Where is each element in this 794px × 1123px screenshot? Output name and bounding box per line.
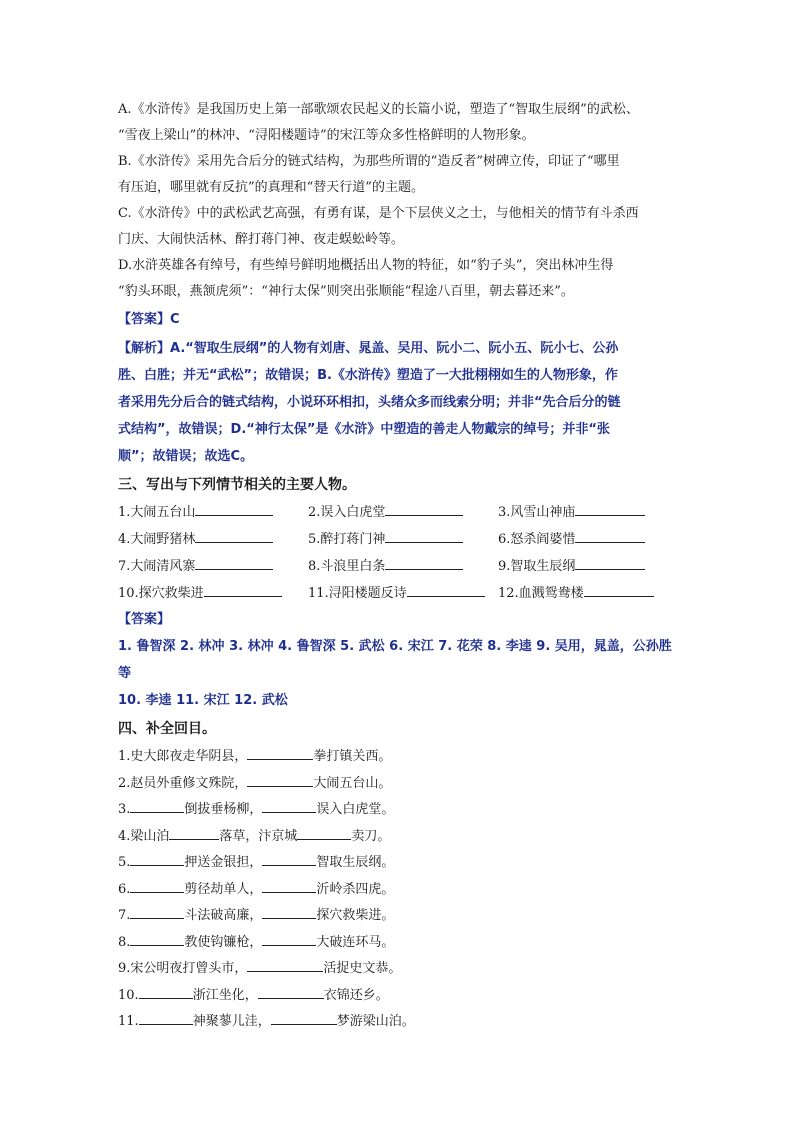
section3-answer xyxy=(118,606,678,714)
item-suffix: 沂岭杀四虎。 xyxy=(316,881,395,897)
answer-blank[interactable] xyxy=(575,501,645,516)
answer-label: 【答案】 xyxy=(118,312,171,327)
chapter-title-item xyxy=(118,903,678,930)
chapter-title-item xyxy=(118,824,678,851)
item-middle: 神聚蓼儿洼， xyxy=(192,1014,271,1029)
answer-blank[interactable] xyxy=(195,501,273,516)
option-d-line2: “豹头环眼，燕颔虎须”：“神行太保”则突出张顺能“程途八百里，朝去暮还来”。 xyxy=(118,284,574,299)
answer-value: C xyxy=(170,312,180,327)
document-page xyxy=(118,98,678,1036)
item-suffix: 误入白虎堂。 xyxy=(316,802,395,817)
plot-item-label: 12.血溅鸳鸯楼 xyxy=(498,586,584,601)
answer-blank[interactable] xyxy=(407,582,485,597)
plot-item xyxy=(498,527,678,552)
item-prefix: 3. xyxy=(118,802,131,817)
item-prefix: 11. xyxy=(118,1014,139,1029)
plot-item-label: 9.智取生辰纲 xyxy=(498,559,576,574)
chapter-title-item xyxy=(118,850,678,877)
answer-blank[interactable] xyxy=(385,555,463,570)
item-prefix: 7. xyxy=(118,908,131,923)
analysis-block xyxy=(118,335,678,470)
item-suffix: 拳打镇关西。 xyxy=(313,749,392,764)
item-prefix: 4.梁山泊 xyxy=(118,828,170,844)
item-prefix: 5. xyxy=(118,855,131,870)
plot-item-label: 3.风雪山神庙 xyxy=(498,505,576,520)
item-middle: 剪径劫单人， xyxy=(184,881,263,897)
chapter-title-item xyxy=(118,877,678,904)
answer-blank[interactable] xyxy=(271,1010,337,1025)
option-d-line1: D.水浒英雄各有绰号，有些绰号鲜明地概括出人物的特征，如“豹子头”，突出林冲生得 xyxy=(118,258,614,273)
analysis-label: 【解析】 xyxy=(118,341,171,356)
option-a-line1: A.《水浒传》是我国历史上第一部歌颂农民起义的长篇小说，塑造了“智取生辰纲”的武松、 xyxy=(118,102,639,117)
answer-blank[interactable] xyxy=(584,582,654,597)
item-prefix: 6. xyxy=(118,881,131,897)
answer-blank[interactable] xyxy=(139,984,193,999)
item-suffix: 卖刀。 xyxy=(351,828,391,844)
section3-answer-line2: 10. 李逵 11. 宋江 12. 武松 xyxy=(118,693,288,708)
section3-title: 三、写出与下列情节相关的主要人物。 xyxy=(118,477,356,493)
item-suffix: 探穴救柴进。 xyxy=(316,908,395,923)
answer-blank[interactable] xyxy=(262,931,316,946)
plot-item-label: 7.大闹清风寨 xyxy=(118,559,196,574)
option-a-line2: “雪夜上梁山”的林冲、“浔阳楼题诗”的宋江等众多性格鲜明的人物形象。 xyxy=(118,128,535,143)
item-middle: 倒拔垂杨柳， xyxy=(184,802,263,817)
answer-blank[interactable] xyxy=(385,501,463,516)
plot-item-label: 8.斗浪里白条 xyxy=(308,559,386,574)
analysis-line1 xyxy=(118,335,678,362)
answer-blank[interactable] xyxy=(575,528,645,543)
answer-blank[interactable] xyxy=(247,745,313,760)
option-c-line2: 门庆、大闹快活林、醉打蒋门神、夜走蜈蚣岭等。 xyxy=(118,232,405,247)
answer-blank[interactable] xyxy=(385,528,463,543)
item-middle: 斗法破高廉， xyxy=(184,908,263,923)
answer-blank[interactable] xyxy=(262,904,316,919)
item-prefix: 8. xyxy=(118,934,131,950)
option-c-line1: C.《水浒传》中的武松武艺高强，有勇有谋，是个下层侠义之士，与他相关的情节有斗杀西 xyxy=(118,206,639,221)
item-prefix: 1.史大郎夜走华阴县， xyxy=(118,749,248,764)
item-suffix: 活捉史文恭。 xyxy=(323,961,402,976)
answer-blank[interactable] xyxy=(195,528,273,543)
plot-item xyxy=(118,581,308,606)
section4-items xyxy=(118,744,678,1036)
answer-blank[interactable] xyxy=(247,772,313,787)
analysis-line3: 者采用先分后合的链式结构，小说环环相扣，头绪众多而线索分明；并非“先合后分的链 xyxy=(118,395,621,410)
answer-blank[interactable] xyxy=(139,1010,193,1025)
plot-item-label: 1.大闹五台山 xyxy=(118,505,196,520)
item-prefix: 10. xyxy=(118,987,139,1003)
plot-item xyxy=(118,500,308,525)
answer-blank[interactable] xyxy=(297,825,351,840)
item-middle: 押送金银担， xyxy=(184,855,263,870)
section3-answer-line1: 1. 鲁智深 2. 林冲 3. 林冲 4. 鲁智深 5. 武松 6. 宋江 7. 花荣 8. 李逵 9. 吴用，晁盖，公孙胜等 xyxy=(118,639,672,681)
section3-answer-label: 【答案】 xyxy=(118,612,171,627)
item-prefix: 2.赵员外重修文殊院， xyxy=(118,775,248,791)
chapter-title-item xyxy=(118,930,678,957)
plot-item-label: 5.醉打蒋门神 xyxy=(308,532,386,547)
plot-item xyxy=(118,527,308,552)
answer-blank[interactable] xyxy=(258,984,324,999)
plot-item xyxy=(498,500,678,525)
plot-item xyxy=(308,527,498,552)
chapter-title-item xyxy=(118,983,678,1010)
plot-item-label: 4.大闹野猪林 xyxy=(118,532,196,547)
item-prefix: 9.宋公明夜打曾头市， xyxy=(118,961,248,976)
answer-blank[interactable] xyxy=(130,931,184,946)
section3-items xyxy=(118,500,678,606)
item-middle: 落草，汴京城 xyxy=(219,828,298,844)
answer-blank[interactable] xyxy=(130,851,184,866)
plot-item-label: 6.怒杀阎婆惜 xyxy=(498,532,576,547)
analysis-line5: 顺”；故错误；故选C。 xyxy=(118,449,254,464)
item-suffix: 衣锦还乡。 xyxy=(323,987,389,1003)
section4-title: 四、补全回目。 xyxy=(118,721,216,737)
answer-blank[interactable] xyxy=(575,555,645,570)
chapter-title-item xyxy=(118,1009,678,1036)
answer-blank[interactable] xyxy=(204,582,282,597)
chapter-title-item xyxy=(118,797,678,824)
chapter-title-item xyxy=(118,744,678,771)
plot-item xyxy=(118,554,308,579)
answer-blank[interactable] xyxy=(262,798,316,813)
item-suffix: 梦游梁山泊。 xyxy=(336,1014,415,1029)
answer-blank[interactable] xyxy=(130,904,184,919)
answer-blank[interactable] xyxy=(262,878,316,893)
plot-item xyxy=(498,581,678,606)
plot-item xyxy=(498,554,678,579)
plot-item-label: 10.探穴救柴进 xyxy=(118,586,204,601)
answer-blank[interactable] xyxy=(262,851,316,866)
option-b-line2: 有压迫，哪里就有反抗”的真理和“替天行道”的主题。 xyxy=(118,180,424,195)
plot-item xyxy=(308,554,498,579)
chapter-title-item xyxy=(118,956,678,983)
item-middle: 教使钩镰枪， xyxy=(184,934,263,950)
answer-blank[interactable] xyxy=(169,825,219,840)
analysis-text-1: A.“智取生辰纲”的人物有刘唐、晁盖、吴用、阮小二、阮小五、阮小七、公孙 xyxy=(170,341,619,356)
plot-item-label: 2.误入白虎堂 xyxy=(308,505,386,520)
item-middle: 浙江坐化， xyxy=(192,987,258,1003)
analysis-line2: 胜、白胜；并无“武松”；故错误；B.《水浒传》塑造了一大批栩栩如生的人物形象，作 xyxy=(118,368,618,383)
plot-item xyxy=(308,581,498,606)
answer-blank[interactable] xyxy=(247,957,323,972)
option-b-line1: B.《水浒传》采用先合后分的链式结构，为那些所谓的“造反者”树碑立传，印证了“哪里 xyxy=(118,154,620,169)
plot-item xyxy=(308,500,498,525)
analysis-line4: 式结构”，故错误；D.“神行太保”是《水浒》中塑造的善走人物戴宗的绰号；并非“张 xyxy=(118,422,610,437)
answer-blank[interactable] xyxy=(130,878,184,893)
plot-item-label: 11.浔阳楼题反诗 xyxy=(308,586,407,601)
answer-1 xyxy=(118,306,678,333)
item-suffix: 大闹五台山。 xyxy=(313,775,392,791)
answer-blank[interactable] xyxy=(195,555,273,570)
answer-blank[interactable] xyxy=(130,798,184,813)
chapter-title-item xyxy=(118,771,678,798)
item-suffix: 大破连环马。 xyxy=(316,934,395,950)
item-suffix: 智取生辰纲。 xyxy=(316,855,395,870)
